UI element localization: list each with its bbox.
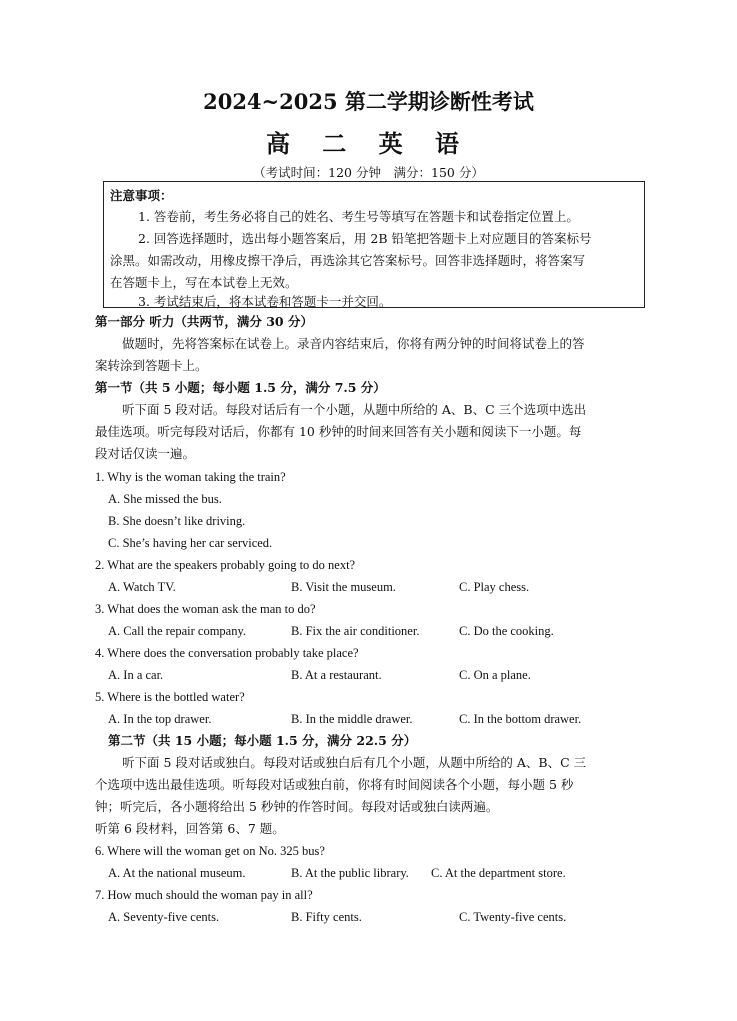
notice-line: 在答题卡上，写在本试卷上无效。: [110, 275, 298, 290]
part1-heading: 第一部分 听力（共两节，满分 30 分）: [95, 314, 313, 329]
section2-material: 听第 6 段材料，回答第 6、7 题。: [95, 821, 285, 836]
section1-intro: 听下面 5 段对话。每段对话后有一个小题，从题中所给的 A、B、C 三个选项中选出: [122, 402, 587, 417]
section2-intro: 听下面 5 段对话或独白。每段对话或独白后有几个小题，从题中所给的 A、B、C 三: [122, 755, 587, 770]
option-4b: B. At a restaurant.: [291, 668, 382, 682]
option-7a: A. Seventy-five cents.: [108, 910, 220, 924]
option-1c: C. She’s having her car serviced.: [108, 536, 273, 550]
section1-intro: 最佳选项。听完每段对话后，你都有 10 秒钟的时间来回答有关小题和阅读下一小题。每: [95, 424, 582, 439]
question-7: 7. How much should the woman pay in all?: [95, 888, 313, 902]
part1-intro: 做题时，先将答案标在试卷上。录音内容结束后，你将有两分钟的时间将试卷上的答: [122, 336, 585, 351]
question-4: 4. Where does the conversation probably take place?: [95, 646, 359, 660]
exam-title: 2024~2025 第二学期诊断性考试: [203, 89, 534, 114]
option-2c: C. Play chess.: [459, 580, 530, 594]
option-7c: C. Twenty-five cents.: [459, 910, 567, 924]
question-3: 3. What does the woman ask the man to do?: [95, 602, 316, 616]
notice-line: 3. 考试结束后，将本试卷和答题卡一并交回。: [138, 294, 392, 309]
notice-line: 2. 回答选择题时，选出每小题答案后，用 2B 铅笔把答题卡上对应题目的答案标号: [138, 231, 592, 246]
option-3a: A. Call the repair company.: [108, 624, 247, 638]
question-5: 5. Where is the bottled water?: [95, 690, 245, 704]
option-7b: B. Fifty cents.: [291, 910, 362, 924]
section2-intro: 个选项中选出最佳选项。听每段对话或独白前，你将有时间阅读各个小题，每小题 5 秒: [95, 777, 574, 792]
subject-title: 高 二 英 语: [265, 129, 472, 158]
option-5b: B. In the middle drawer.: [291, 712, 413, 726]
notice-box: [103, 181, 645, 308]
notice-heading: 注意事项：: [110, 188, 173, 203]
section1-intro: 段对话仅读一遍。: [95, 446, 196, 461]
option-5a: A. In the top drawer.: [108, 712, 212, 726]
option-4a: A. In a car.: [108, 668, 164, 682]
part1-intro: 案转涂到答题卡上。: [95, 358, 208, 373]
option-3b: B. Fix the air conditioner.: [291, 624, 420, 638]
option-6b: B. At the public library.: [291, 866, 409, 880]
option-2b: B. Visit the museum.: [291, 580, 396, 594]
question-1: 1. Why is the woman taking the train?: [95, 470, 286, 484]
exam-info: （考试时间：120 分钟 满分：150 分）: [253, 165, 484, 180]
section2-intro: 钟；听完后，各小题将给出 5 秒钟的作答时间。每段对话或独白读两遍。: [95, 799, 499, 814]
option-5c: C. In the bottom drawer.: [459, 712, 582, 726]
option-6c: C. At the department store.: [431, 866, 566, 880]
section2-heading: 第二节（共 15 小题；每小题 1.5 分，满分 22.5 分）: [108, 733, 417, 748]
option-3c: C. Do the cooking.: [459, 624, 554, 638]
notice-line: 涂黑。如需改动，用橡皮擦干净后，再选涂其它答案标号。回答非选择题时，将答案写: [110, 253, 586, 268]
option-2a: A. Watch TV.: [108, 580, 176, 594]
question-2: 2. What are the speakers probably going to do next?: [95, 558, 356, 572]
option-6a: A. At the national museum.: [108, 866, 246, 880]
option-1b: B. She doesn’t like driving.: [108, 514, 246, 528]
option-1a: A. She missed the bus.: [108, 492, 222, 506]
notice-line: 1. 答卷前，考生务必将自己的姓名、考生号等填写在答题卡和试卷指定位置上。: [138, 209, 579, 224]
option-4c: C. On a plane.: [459, 668, 531, 682]
question-6: 6. Where will the woman get on No. 325 bus?: [95, 844, 325, 858]
section1-heading: 第一节（共 5 小题；每小题 1.5 分，满分 7.5 分）: [95, 380, 386, 395]
